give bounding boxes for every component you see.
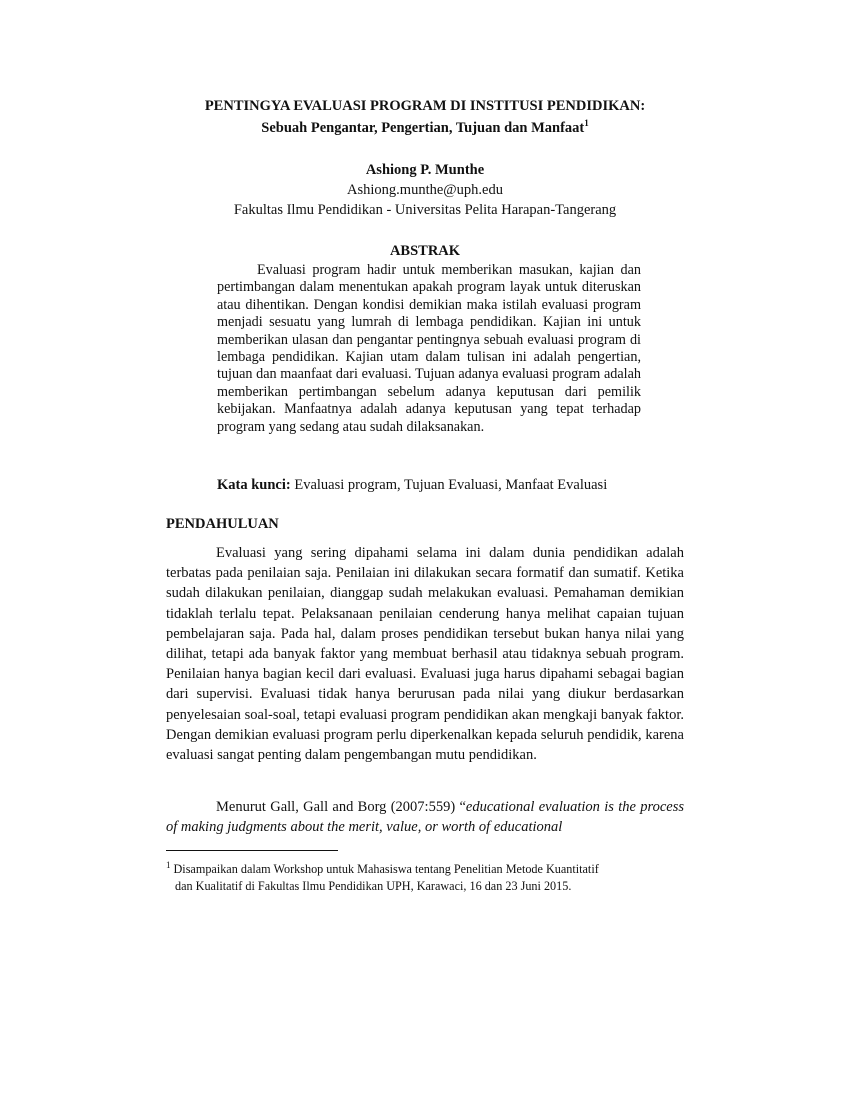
section-heading: PENDAHULUAN <box>166 516 279 532</box>
footnote-mark: 1 <box>166 859 171 870</box>
keywords <box>217 475 657 495</box>
quote-lead: Menurut Gall, Gall and Borg (2007:559) “ <box>216 799 466 815</box>
paper-title-text: PENTINGYA EVALUASI PROGRAM DI INSTITUSI PENDIDIKAN: <box>204 98 646 114</box>
paper-title <box>0 96 850 116</box>
author-affiliation: Fakultas Ilmu Pendidikan - Universitas Pelita Harapan-Tangerang <box>233 202 617 218</box>
footnote-reference[interactable]: 1 <box>584 118 589 129</box>
paper-subtitle-text: Sebuah Pengantar, Pengertian, Tujuan dan Manfaat <box>261 120 585 136</box>
body-paragraph-quote <box>166 797 684 837</box>
keywords-label: Kata kunci: <box>217 477 291 493</box>
body-paragraph: Evaluasi yang sering dipahami selama ini dalam dunia pendidikan adalah terbatas pada penilaian saja. Penilaian ini dilakukan secara formatif dan sumatif. Ketika sudah dilakukan penilaian, dianggap sudah melakukan evaluasi. Pemahaman demikian tidaklah terlalu tepat. Pelaksanaan penilaian cenderung hanya melihat capaian tujuan pembelajaran saja. Pada hal, dalam proses pendidikan tersebut bukan hanya nilai yang dilihat, tetapi ada banyak faktor yang membuat berhasil atau tidaknya sebuah program. Penilaian hanya bagian kecil dari evaluasi. Evaluasi juga harus dipahami sebagai bagian dari supervisi. Evaluasi tidak hanya berurusan pada nilai yang diukur berdasarkan penyelesaian soal-soal, tetapi evaluasi program pendidikan akan mengkaji banyak faktor. Dengan demikian evaluasi program perlu diperkenalkan kepada seluruh pendidik, karena evaluasi sangat penting dalam pengembangan mutu pendidikan. <box>166 545 684 764</box>
footnote <box>166 861 706 895</box>
keywords-text: Evaluasi program, Tujuan Evaluasi, Manfaat Evaluasi <box>294 477 608 493</box>
author-name: Ashiong P. Munthe <box>365 162 485 178</box>
paper-subtitle <box>0 118 850 138</box>
abstract-heading: ABSTRAK <box>389 243 461 259</box>
footnote-divider <box>166 850 338 851</box>
author-block <box>0 160 850 220</box>
footnote-line-1: Disampaikan dalam Workshop untuk Mahasiswa tentang Penelitian Metode Kuantitatif <box>173 862 599 876</box>
quote-text: educational evaluation is the process of making judgments about the merit, value, or worth of educational <box>166 799 684 836</box>
author-email: Ashiong.munthe@uph.edu <box>347 182 503 198</box>
footnote-line-2: dan Kualitatif di Fakultas Ilmu Pendidikan UPH, Karawaci, 16 dan 23 Juni 2015. <box>175 879 572 893</box>
abstract-text: Evaluasi program hadir untuk memberikan masukan, kajian dan pertimbangan dalam menentukan apakah program layak untuk diteruskan atau dihentikan. Dengan kondisi demikian maka istilah evaluasi program menjadi sesuatu yang lumrah di lembaga pendidikan. Kajian ini untuk memberikan ulasan dan pengantar pentingnya sebuah evaluasi program di lembaga pendidikan. Kajian utam dalam tulisan ini adalah pengertian, tujuan dan maanfaat dari evaluasi. Tujuan adanya evaluasi program adalah memberikan pertimbangan sebelum adanya keputusan dari pemilik kebijakan. Manfaatnya adalah adanya keputusan yang tepat terhadap program yang sedang atau sudah dilaksanakan. <box>217 262 641 435</box>
